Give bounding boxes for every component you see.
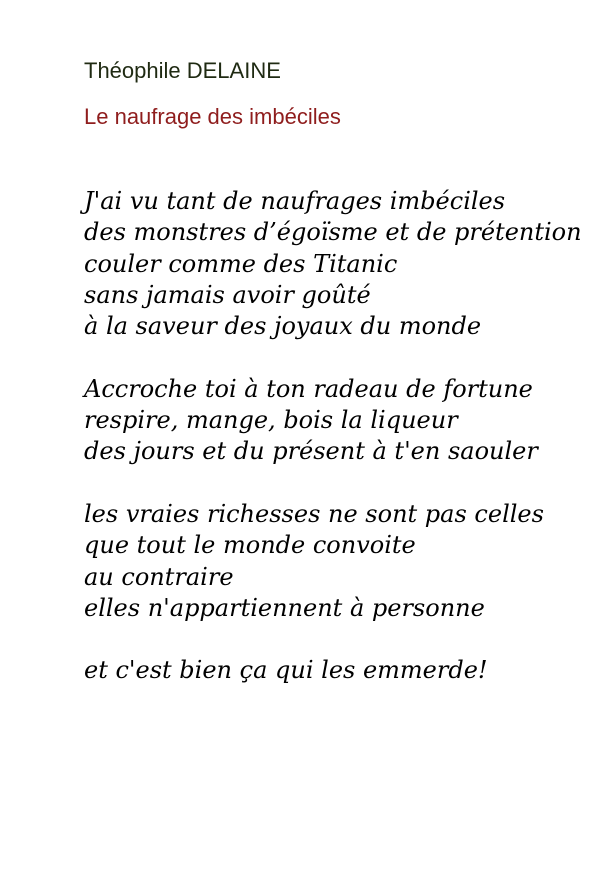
stanza-2: [84, 374, 604, 468]
poem-line: et c'est bien ça qui les emmerde!: [84, 656, 488, 685]
poem-line: des jours et du présent à t'en saouler: [84, 437, 538, 466]
poem-line: que tout le monde convoite: [84, 531, 416, 560]
poem-line: couler comme des Titanic: [84, 249, 398, 278]
poem-line: sans jamais avoir goûté: [84, 280, 371, 309]
poem-line: au contraire: [84, 562, 234, 591]
stanza-3: [84, 499, 604, 624]
poem-line: J'ai vu tant de naufrages imbéciles: [84, 187, 506, 215]
author-name: Théophile DELAINE: [84, 58, 281, 83]
poem-line: elles n'appartiennent à personne: [84, 593, 485, 622]
stanza-4: [84, 655, 604, 686]
poem-line: respire, mange, bois la liqueur: [84, 406, 458, 435]
poem-line: à la saveur des joyaux du monde: [84, 312, 482, 341]
poem-title: Le naufrage des imbéciles: [84, 104, 341, 129]
poem-line: des monstres d’égoïsme et de prétention: [84, 218, 582, 247]
stanza-1: [84, 186, 604, 342]
poem-line: les vraies richesses ne sont pas celles: [84, 499, 544, 528]
poem-line: Accroche toi à ton radeau de fortune: [84, 374, 533, 403]
poem-body: [84, 186, 604, 687]
